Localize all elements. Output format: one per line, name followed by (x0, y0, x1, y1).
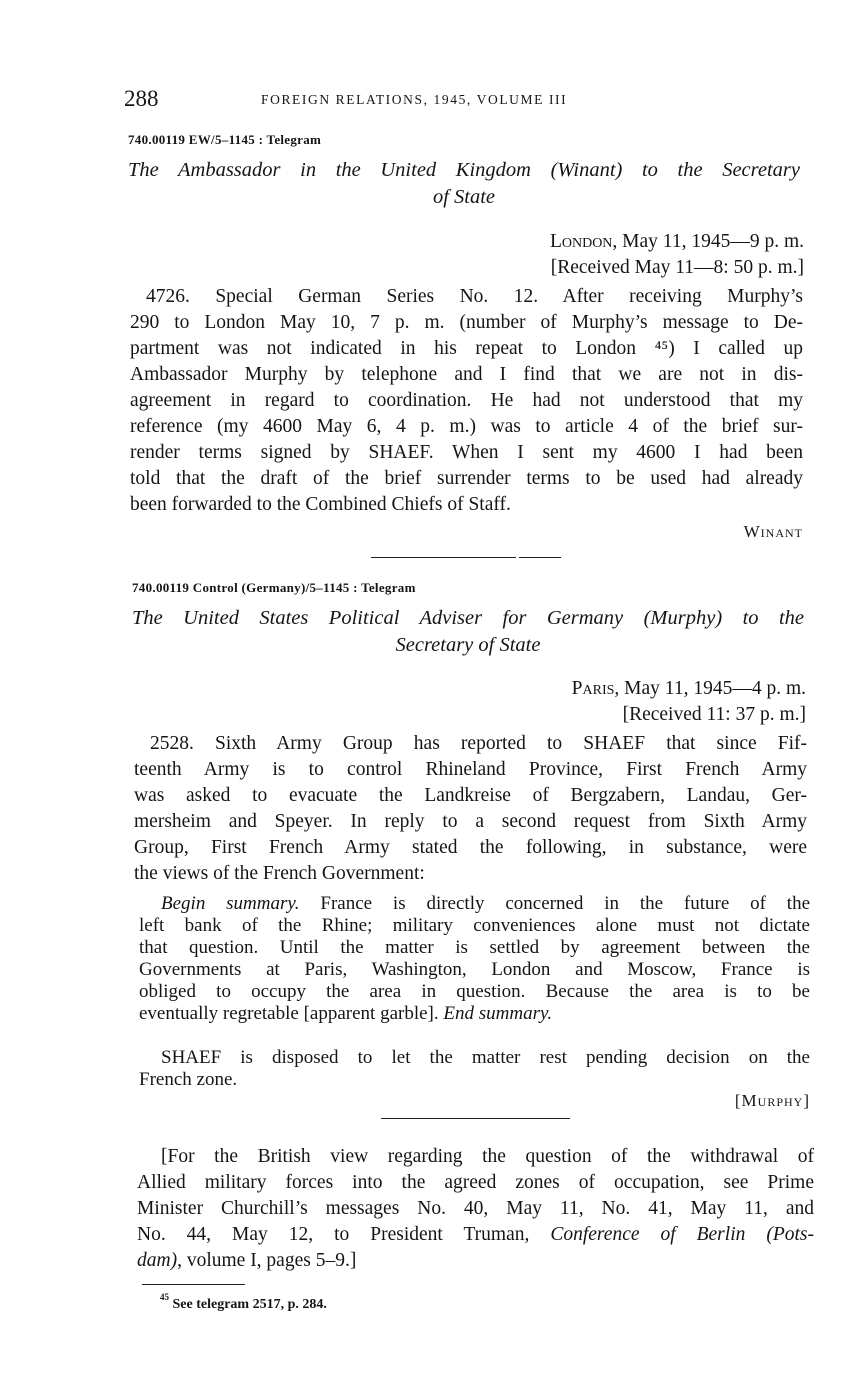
doc1-body-line: told that the draft of the brief surrender terms to be used had already (130, 468, 803, 489)
summary-begin: Begin summary. (161, 893, 300, 914)
editorial-line (137, 1248, 814, 1274)
doc2-file-reference: 740.00119 Control (Germany)/5–1145 : Telegram (132, 580, 416, 595)
editorial-italic-title: Conference of Berlin (Pots- (550, 1224, 814, 1245)
doc2-body-line: teenth Army is to control Rhineland Province, First French Army (134, 759, 807, 780)
doc1-body-line: Ambassador Murphy by telephone and I find that we are not in dis- (130, 364, 803, 385)
page-number: 288 (124, 86, 159, 111)
doc1-title-line2: of State (432, 186, 496, 208)
doc2-dateline-date: , May 11, 1945—4 p. m. (614, 678, 806, 699)
editorial-line: Allied military forces into the agreed zones of occupation, see Prime (137, 1172, 814, 1193)
summary-line-text: eventually regretable [apparent garble]. (139, 1003, 439, 1024)
doc1-title (128, 157, 800, 211)
summary-line (139, 893, 810, 915)
doc2-title-line1: The United States Political Adviser for Germany (Murphy) to the (132, 607, 804, 629)
doc2-received: [Received 11: 37 p. m.] (622, 704, 806, 725)
footnote-rule (142, 1284, 245, 1285)
summary-end: End summary. (443, 1003, 553, 1024)
doc2-signature (600, 1091, 810, 1111)
summary-line (139, 1003, 810, 1025)
doc2-dateline-place: Paris (571, 678, 615, 699)
doc1-body (130, 284, 803, 518)
separator-rule-short (519, 557, 561, 558)
doc1-dateline-place: London (549, 231, 613, 252)
doc2-body (134, 731, 807, 887)
doc2-summary (139, 893, 810, 1025)
editorial-line: [For the British view regarding the question of the withdrawal of (161, 1146, 814, 1167)
editorial-tail: , volume I, pages 5–9.] (177, 1250, 357, 1271)
doc1-body-line: 4726. Special German Series No. 12. After receiving Murphy’s (146, 286, 803, 307)
closing-line: French zone. (139, 1069, 238, 1090)
summary-line: Governments at Paris, Washington, London and Moscow, France is (139, 959, 810, 980)
editorial-italic-title-end: dam) (137, 1250, 178, 1271)
summary-line: that question. Until the matter is settled by agreement between the (139, 937, 810, 958)
running-header (124, 86, 814, 114)
doc2-signature-text: [Murphy] (734, 1091, 810, 1110)
footnote (160, 1292, 327, 1313)
editorial-note (137, 1144, 814, 1274)
editorial-line: Minister Churchill’s messages No. 40, May 11, No. 41, May 11, and (137, 1198, 814, 1219)
doc1-body-line: partment was not indicated in his repeat to London ⁴⁵) I called up (130, 338, 803, 359)
doc1-body-line: been forwarded to the Combined Chiefs of Staff. (130, 494, 511, 515)
footnote-marker: 45 (160, 1292, 169, 1302)
summary-line: obliged to occupy the area in question. Because the area is to be (139, 981, 810, 1002)
doc1-title-line1: The Ambassador in the United Kingdom (Winant) to the Secretary (128, 159, 800, 181)
editorial-line-text: No. 44, May 12, to President Truman, (137, 1224, 530, 1245)
editorial-line (137, 1222, 814, 1248)
doc1-file-reference: 740.00119 EW/5–1145 : Telegram (128, 132, 322, 147)
doc2-closing (139, 1047, 810, 1091)
doc1-body-line: render terms signed by SHAEF. When I sent my 4600 I had been (130, 442, 803, 463)
running-title: FOREIGN RELATIONS, 1945, VOLUME III (261, 92, 568, 107)
doc2-title (132, 605, 804, 659)
doc1-dateline-date: , May 11, 1945—9 p. m. (612, 231, 804, 252)
doc2-body-line: 2528. Sixth Army Group has reported to SHAEF that since Fif- (150, 733, 807, 754)
doc2-body-line: Group, First French Army stated the following, in substance, were (134, 837, 807, 858)
separator-rule-long (371, 557, 516, 558)
separator-rule-editorial (381, 1118, 570, 1119)
doc1-signature: Winant (743, 522, 803, 541)
footnote-text: See telegram 2517, p. 284. (172, 1297, 327, 1312)
doc2-title-line2: Secretary of State (395, 634, 541, 656)
doc2-body-line: was asked to evacuate the Landkreise of Bergzabern, Landau, Ger- (134, 785, 807, 806)
doc2-body-line: the views of the French Government: (134, 863, 425, 884)
closing-line: SHAEF is disposed to let the matter rest pending decision on the (161, 1047, 810, 1068)
doc2-body-line: mersheim and Speyer. In reply to a second request from Sixth Army (134, 811, 807, 832)
doc1-body-line: reference (my 4600 May 6, 4 p. m.) was to article 4 of the brief sur- (130, 416, 803, 437)
doc2-dateline (430, 676, 806, 728)
doc1-body-line: agreement in regard to coordination. He had not understood that my (130, 390, 803, 411)
doc1-received: [Received May 11—8: 50 p. m.] (550, 257, 804, 278)
doc1-body-line: 290 to London May 10, 7 p. m. (number of Murphy’s message to De- (130, 312, 803, 333)
doc1-dateline (400, 229, 804, 281)
summary-line-text: France is directly concerned in the future of the (320, 893, 811, 914)
summary-line: left bank of the Rhine; military conveniences alone must not dictate (139, 915, 810, 936)
